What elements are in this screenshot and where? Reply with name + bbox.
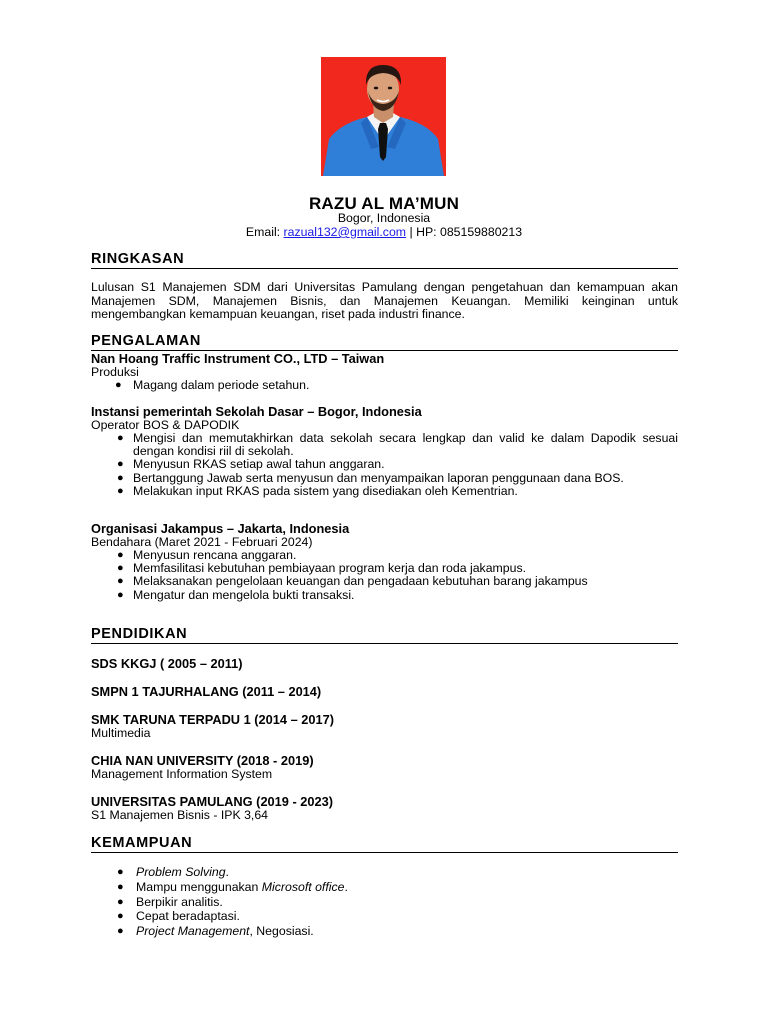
job-bullet: ● Melaksanakan pengelolaan keuangan dan pengadaan kebutuhan barang jakampus [117,574,588,589]
contact-line [0,226,768,239]
skills-list [91,865,678,939]
experience-heading: PENGALAMAN [91,333,678,351]
job-bullet-list [91,379,678,392]
job-bullet: ● Menyusun rencana anggaran. [117,547,297,562]
education-entry [91,685,678,699]
profile-photo [321,57,446,176]
bullet-icon: ● [117,431,124,444]
bullet-icon: ● [117,880,124,893]
summary-heading: RINGKASAN [91,251,678,269]
job-organization: Organisasi Jakampus – Jakarta, Indonesia [91,521,350,536]
job-bullet-list [91,549,678,602]
job-role: Produksi [91,364,139,379]
job-entry [91,522,678,602]
job-bullet: ● Mengatur dan mengelola bukti transaksi. [117,587,355,602]
skill-item: ● Berpikir analitis. [117,894,223,909]
skill-item: ● Cepat beradaptasi. [117,909,240,924]
job-entry [91,405,678,498]
phone-text: | HP: 085159880213 [406,225,523,239]
education-entry [91,754,678,781]
bullet-icon: ● [117,484,124,497]
job-bullet: ● Bertanggung Jawab serta menyusun dan menyampaikan laporan penggunaan dana BOS. [117,470,624,485]
email-label: Email: [245,225,284,239]
bullet-icon: ● [117,471,124,484]
education-detail: Management Information System [91,767,273,781]
bullet-icon: ● [117,575,124,588]
bullet-icon: ● [117,548,124,561]
education-school: SMK TARUNA TERPADU 1 (2014 – 2017) [91,712,334,727]
bullet-icon: ● [117,588,124,601]
bullet-icon: ● [117,895,124,908]
education-detail: S1 Manajemen Bisnis - IPK 3,64 [91,808,269,822]
candidate-name: RAZU AL MA’MUN [308,194,460,213]
job-bullet: ● Melakukan input RKAS pada sistem yang disediakan oleh Kementrian. [117,483,518,498]
bullet-icon: ● [117,910,124,923]
job-entry [91,352,678,392]
skill-item: ● Problem Solving. [117,865,229,879]
job-organization: Nan Hoang Traffic Instrument CO., LTD – Taiwan [91,351,385,366]
bullet-icon: ● [117,562,124,575]
education-school: CHIA NAN UNIVERSITY (2018 - 2019) [91,753,314,768]
email-link[interactable]: razual132@gmail.com [283,225,407,239]
portrait-image [321,57,446,176]
education-detail: Multimedia [91,726,151,740]
summary-text: Lulusan S1 Manajemen SDM dari Universitas Pamulang dengan pengetahuan dan kemampuan akan Manajemen SDM, Manajemen Bisnis, dan Manajemen Keuangan. Memiliki keinginan untuk mengembangkan kemampuan keuangan, riset pada industri finance. [91,280,678,321]
education-heading: PENDIDIKAN [91,626,678,644]
job-bullet-list [91,432,678,498]
job-bullet: ● Memfasilitasi kebutuhan pembiayaan program kerja dan roda jakampus. [117,561,527,576]
education-school: SMPN 1 TAJURHALANG (2011 – 2014) [91,684,322,699]
job-role: Bendahara (Maret 2021 - Februari 2024) [91,534,313,549]
job-role: Operator BOS & DAPODIK [91,417,240,432]
bullet-icon: ● [117,866,124,878]
bullet-icon: ● [117,925,124,938]
job-bullet: ● Magang dalam periode setahun. [115,377,310,392]
skills-heading: KEMAMPUAN [91,835,678,853]
skill-item: ● Mampu menggunakan Microsoft office. [117,879,348,894]
education-entry [91,657,678,671]
education-school: SDS KKGJ ( 2005 – 2011) [91,656,243,671]
education-entry [91,713,678,740]
education-entry [91,795,678,822]
job-organization: Instansi pemerintah Sekolah Dasar – Bogor, Indonesia [91,404,422,419]
candidate-location: Bogor, Indonesia [337,211,431,225]
bullet-icon: ● [115,378,122,391]
job-bullet: ● Menyusun RKAS setiap awal tahun anggaran. [117,457,385,472]
job-bullet: ● Mengisi dan memutakhirkan data sekolah secara lengkap dan valid ke dalam Dapodik sesuai dengan kondisi riil di sekolah. [117,430,678,459]
bullet-icon: ● [117,458,124,471]
education-school: UNIVERSITAS PAMULANG (2019 - 2023) [91,794,334,809]
skills-block [91,865,678,939]
skill-item: ● Project Management, Negosiasi. [117,924,314,939]
